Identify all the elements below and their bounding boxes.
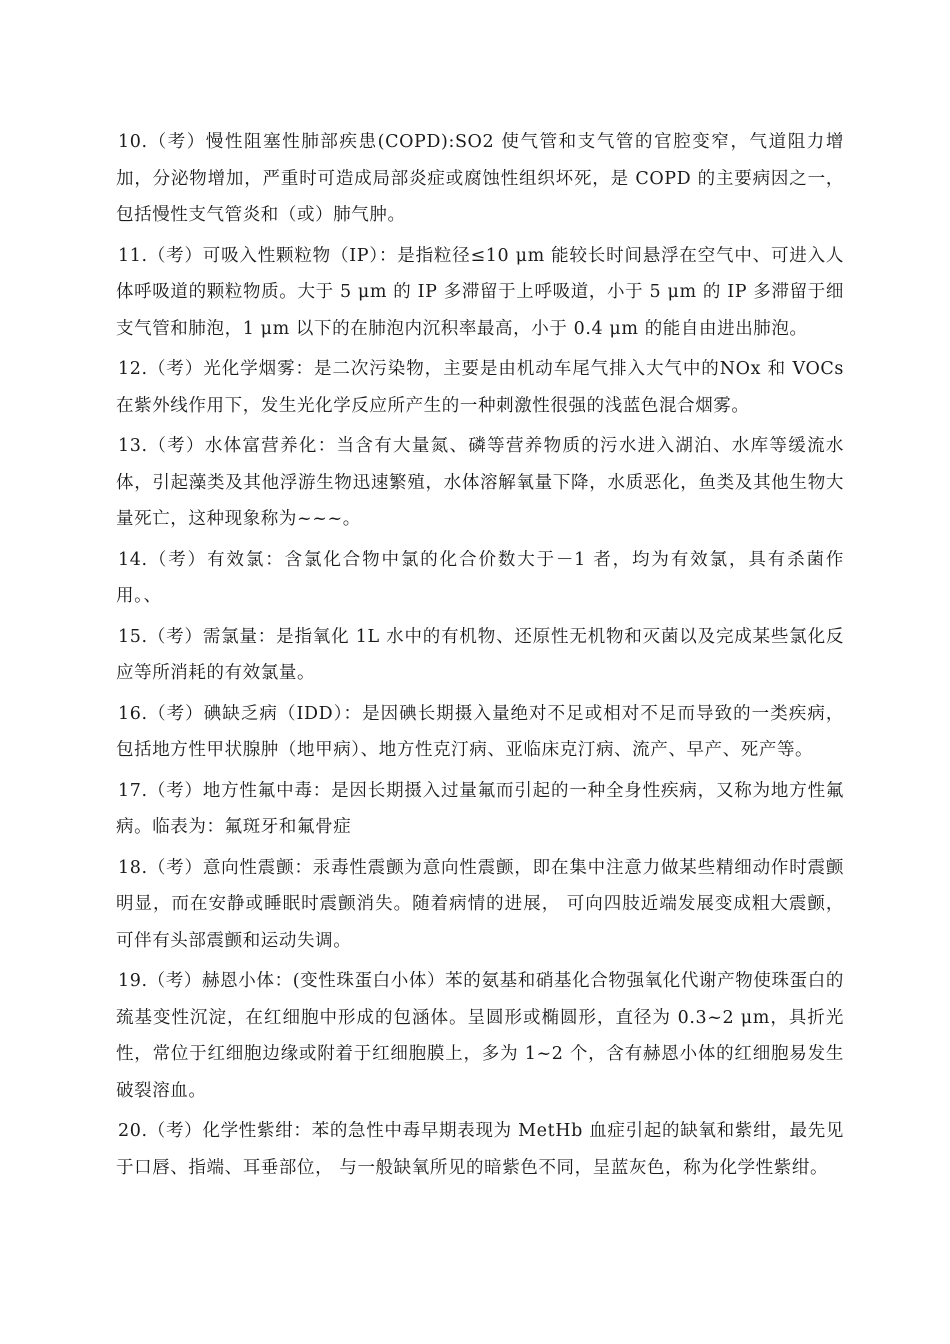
entry-10	[116, 124, 844, 234]
entry-15	[116, 619, 844, 692]
entry-text: 12.（考）光化学烟雾：是二次污染物，主要是由机动车尾气排入大气中的NOx 和 VOCs 在紫外线作用下，发生光化学反应所产生的一种刺激性很强的浅蓝色混合烟雾。	[116, 359, 844, 416]
entry-text: 17.（考）地方性氟中毒：是因长期摄入过量氟而引起的一种全身性疾病，又称为地方性氟病。临表为：氟斑牙和氟骨症	[116, 780, 844, 837]
entry-18	[116, 850, 844, 960]
entry-text: 11.（考）可吸入性颗粒物（IP）：是指粒径≤10 μm 能较长时间悬浮在空气中、可进入人体呼吸道的颗粒物质。大于 5 μm 的 IP 多滞留于上呼吸道，小于 5 μm 的 IP 多滞留于细支气管和肺泡，1 μm 以下的在肺泡内沉积率最高，小于 0.4 μm 的能自由进出肺泡。	[116, 245, 844, 339]
entry-text: 13.（考）水体富营养化：当含有大量氮、磷等营养物质的污水进入湖泊、水库等缓流水体，引起藻类及其他浮游生物迅速繁殖，水体溶解氧量下降，水质恶化，鱼类及其他生物大量死亡，这种现象称为~~~。	[116, 436, 844, 529]
entry-text: 10.（考）慢性阻塞性肺部疾患(COPD):SO2 使气管和支气管的官腔变窄，气道阻力增加，分泌物增加，严重时可造成局部炎症或腐蚀性组织坏死，是 COPD 的主要病因之一，包括慢性支气管炎和（或）肺气肿。	[116, 132, 844, 225]
entry-text: 16.（考）碘缺乏病（IDD）：是因碘长期摄入量绝对不足或相对不足而导致的一类疾病，包括地方性甲状腺肿（地甲病）、地方性克汀病、亚临床克汀病、流产、早产、死产等。	[116, 703, 844, 760]
entry-text: 18.（考）意向性震颤：汞毒性震颤为意向性震颤，即在集中注意力做某些精细动作时震颤明显，而在安静或睡眠时震颤消失。随着病情的进展， 可向四肢近端发展变成粗大震颤，可伴有头部震颤和运动失调。	[116, 857, 844, 951]
entry-text: 20.（考）化学性紫绀：苯的急性中毒早期表现为 MetHb 血症引起的缺氧和紫绀，最先见于口唇、指端、耳垂部位， 与一般缺氧所见的暗紫色不同，呈蓝灰色，称为化学性紫绀。	[116, 1121, 844, 1178]
entry-16	[116, 696, 844, 769]
entry-14	[116, 542, 844, 615]
entry-text: 14.（考）有效氯：含氯化合物中氯的化合价数大于－1 者，均为有效氯，具有杀菌作用。、	[116, 549, 844, 606]
entry-text: 15.（考）需氯量：是指氧化 1L 水中的有机物、还原性无机物和灭菌以及完成某些氯化反应等所消耗的有效氯量。	[116, 626, 844, 683]
document-page	[116, 124, 844, 1190]
entry-13	[116, 428, 844, 538]
entry-text: 19.（考）赫恩小体：(变性珠蛋白小体）苯的氨基和硝基化合物强氧化代谢产物使珠蛋白的巯基变性沉淀，在红细胞中形成的包涵体。呈圆形或椭圆形，直径为 0.3~2 μm，具折光性，常位于红细胞边缘或附着于红细胞膜上，多为 1~2 个，含有赫恩小体的红细胞易发生破裂溶血。	[116, 971, 844, 1101]
entry-19	[116, 963, 844, 1109]
entry-17	[116, 773, 844, 846]
entry-12	[116, 351, 844, 424]
entry-11	[116, 238, 844, 348]
entry-20	[116, 1113, 844, 1186]
